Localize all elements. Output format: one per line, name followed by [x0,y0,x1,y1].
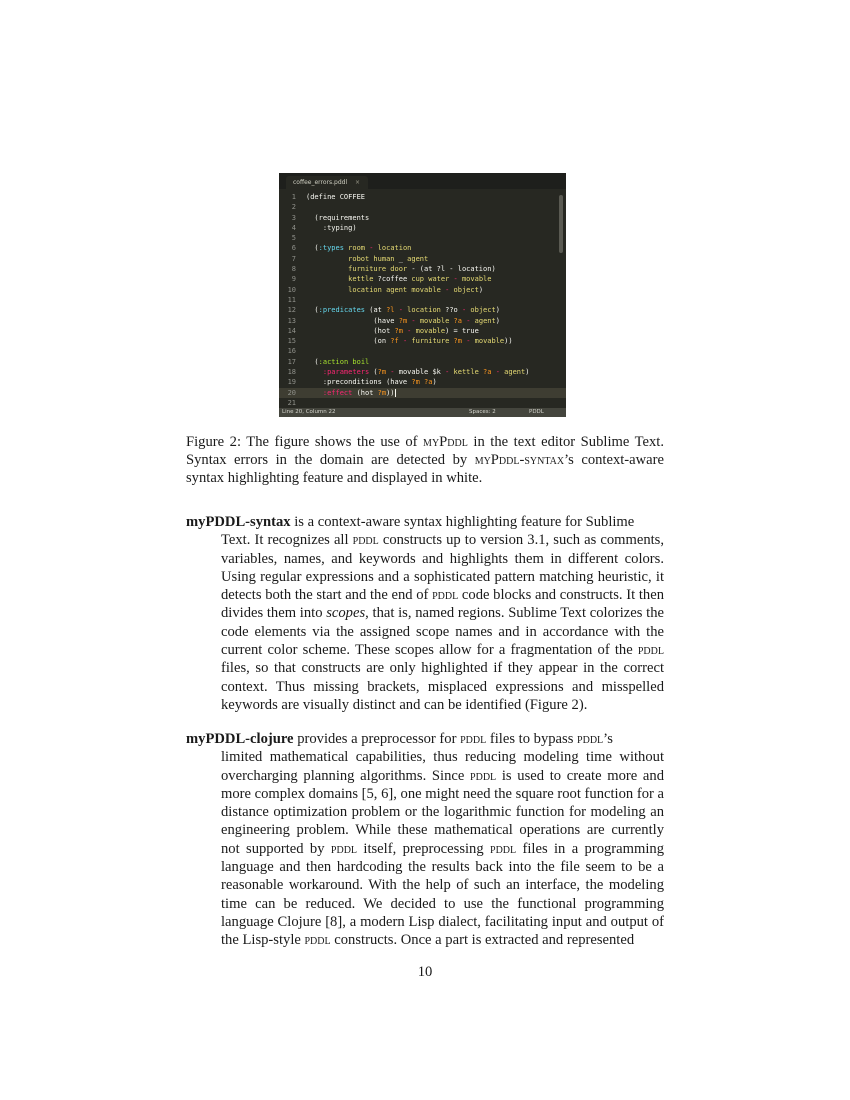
smallcaps-term: pddl [352,532,379,549]
editor-tab-bar [279,173,566,189]
smallcaps-term: pddl [304,932,331,949]
caption-smallcaps: myPddl-syntax [474,452,565,468]
code-token: ?m [377,368,387,377]
editor-tab-title: coffee_errors.pddl [293,179,348,186]
code-line[interactable] [279,316,566,326]
term-mypddl-clojure: myPDDL-clojure [186,731,294,747]
code-token: ?a [449,316,462,325]
code-token: movable [457,275,492,284]
emphasis-text: scopes [326,605,366,622]
code-token: :parameters [306,368,370,377]
paragraph-text: constructs up to version 3.1, such as comments, variables, names, and keywords and highlights them in different colors. Using regular expressions and a sophisticated pattern matching heuristic, it detects both the start and the end of [221,532,664,604]
code-token: movable [470,337,505,346]
line-number: 11 [287,295,296,304]
line-number: 15 [287,337,296,346]
description-mypddl-clojure [186,730,664,950]
caption-label: Figure 2: [186,434,242,450]
code-line[interactable] [279,233,566,243]
smallcaps-term: pddl [330,840,358,857]
code-token: :typing) [306,223,357,232]
code-token: (have [306,316,395,325]
line-number: 6 [291,244,296,253]
code-token: - [407,316,416,325]
code-token: (hot [352,388,374,397]
code-token: room [343,244,366,253]
code-token: - [457,306,467,315]
line-number: 12 [287,306,296,315]
code-token: - [461,337,471,346]
code-token: ) [478,285,484,294]
code-token: (at [365,306,382,315]
code-token: location [373,244,412,253]
code-token: - [449,275,458,284]
code-token: ?l [381,306,395,315]
code-token: object [449,285,479,294]
smallcaps-term: pddl [470,767,497,784]
line-number: 4 [291,223,296,232]
code-token: ?a [478,368,492,377]
code-line[interactable] [279,398,566,408]
code-token: (hot [306,326,391,335]
line-number: 1 [291,193,296,201]
code-token: robot human [306,254,395,263]
paragraph-text: files to bypass [486,731,578,747]
code-token: - [440,368,450,377]
code-token: movable [415,316,450,325]
code-token: object [466,306,496,315]
code-token: )) [504,337,513,346]
code-token: - [398,337,408,346]
code-token: :effect [306,388,353,397]
smallcaps-term: pddl [490,840,517,857]
line-number: 19 [287,378,296,387]
code-token: ?f [386,337,399,346]
code-token: _ [394,254,403,263]
code-line[interactable] [279,213,566,223]
line-number: 20 [287,388,296,397]
code-token: kettle [306,275,374,284]
line-number: 7 [291,254,296,263]
code-token: ?m [373,388,387,397]
status-syntax[interactable]: PDDL [529,409,544,415]
line-number: 8 [291,265,296,274]
paragraph-text: code blocks and constructs. It then divides them into [221,587,664,622]
code-token: furniture door [306,265,408,274]
page-number: 10 [417,964,433,980]
code-line[interactable] [279,243,566,253]
code-line[interactable] [279,388,566,398]
code-token: ?m [390,326,403,335]
code-line[interactable] [279,295,566,305]
code-token: cup water [407,275,450,284]
code-token: :preconditions (have [306,378,408,387]
code-token: - [402,326,412,335]
code-line[interactable] [279,264,566,274]
line-number: 2 [291,203,296,212]
line-number: 13 [287,316,296,325]
code-token: (requirements [306,213,370,222]
code-token: - [394,306,403,315]
code-token: ?coffee [373,275,408,284]
term-mypddl-syntax: myPDDL-syntax [186,514,291,530]
code-token: agent [499,368,526,377]
figure-caption [186,433,664,487]
code-token: ( [306,244,319,253]
code-token: movable $k [394,368,441,377]
code-token: boil [348,357,370,366]
code-token: ?m [449,337,462,346]
code-token: :action [318,357,349,366]
code-line[interactable] [279,285,566,295]
line-number: 16 [287,347,296,356]
text-cursor [395,389,396,397]
code-token: movable [411,326,446,335]
caption-text: The figure shows the use of [241,434,424,450]
code-line[interactable] [279,346,566,356]
editor-screenshot [279,173,566,417]
line-number: 21 [287,398,296,407]
code-token: ) [525,368,530,377]
code-line[interactable] [279,202,566,212]
smallcaps-term: pddl [637,642,664,659]
smallcaps-term: pddl [460,731,487,747]
code-token: ??o [440,306,458,315]
paragraph-text: provides a preprocessor for [293,731,461,747]
code-token: ) [495,306,500,315]
code-token: location [402,306,441,315]
code-line[interactable] [279,274,566,284]
paragraph-text: , that is, named regions. Sublime Text colorizes the code elements via the assigned scope names and in accordance with the current color scheme. These scopes allow for a fragmentation of the [221,605,664,659]
line-number: 17 [287,357,296,366]
line-number: 3 [291,213,296,222]
code-line[interactable] [279,254,566,264]
code-token: ( [306,357,319,366]
code-token: )) [386,388,395,397]
code-line[interactable] [279,377,566,387]
editor-tab[interactable] [286,176,368,189]
paragraph-text: files, so that constructs are only highlighted if they appear in the correct context. Thus missing brackets, misplaced expressions and misspelled keywords are visually distinct and can be identified (Figure 2). [221,660,664,713]
code-token: ?m [394,316,408,325]
line-number: 9 [291,275,296,284]
status-cursor-position: Line 20, Column 22 [282,409,336,415]
code-line[interactable] [279,357,566,367]
code-line[interactable] [279,192,566,202]
code-line[interactable] [279,223,566,233]
code-token: :types [318,244,344,253]
code-token: ?m ?a [407,378,433,387]
code-token: ( [369,368,378,377]
code-line[interactable] [279,305,566,315]
code-token: :predicates [318,306,366,315]
code-token: kettle [449,368,479,377]
paragraph-text: ’s [603,731,613,747]
code-token: (define COFFEE [306,193,366,201]
code-token: - [365,244,374,253]
code-token: - [386,368,395,377]
code-line[interactable] [279,367,566,377]
code-token: ) = true [445,326,479,335]
code-token: ) [432,378,437,387]
code-line[interactable] [279,336,566,346]
paragraph-text: is a context-aware syntax highlighting feature for Sublime [290,514,635,530]
code-token: - [461,316,471,325]
paragraph-text: is used to create more and more complex domains [5, 6], one might need the square root function for a distance optimization problem or the logarithmic function for modeling an engineering problem. While these mathematical operations are currently not supported by [221,767,665,857]
caption-text: in the text editor Sublime Text. Syntax errors in the domain are detected by [186,434,664,468]
code-token: ) [495,316,500,325]
close-icon[interactable]: × [354,179,360,186]
code-token: agent [402,254,429,263]
editor-status-bar [279,408,566,417]
code-token: location agent movable [306,285,441,294]
code-token: - (at ?l - location) [407,265,496,274]
caption-text: ’s context-aware syntax highlighting feature and displayed in white. [186,452,664,486]
caption-smallcaps: myPddl [423,434,468,450]
line-number: 10 [287,285,296,294]
code-area[interactable] [279,192,566,408]
code-line[interactable] [279,326,566,336]
line-number: 18 [287,368,296,377]
line-number: 14 [287,326,296,335]
code-token: - [491,368,500,377]
description-mypddl-syntax [186,513,664,714]
editor-scrollbar[interactable] [559,195,563,253]
paragraph-text: files in a programming language and then hardcoding the results back into the file seem to be a reasonable workaround. With the help of such an interface, the modeling time can be reduced. We decided to use the functional programming language Clojure [8], a modern Lisp dialect, facilitating input and output of the Lisp-style [221,840,664,949]
smallcaps-term: pddl [577,731,604,747]
status-indentation[interactable]: Spaces: 2 [469,409,496,415]
paragraph-text: limited mathematical capabilities, thus reducing modeling time without overcharging planning algorithms. Since [221,749,664,784]
code-token: - [440,285,450,294]
code-token: (on [306,337,387,346]
code-token: agent [470,316,496,325]
paragraph-text: itself, preprocessing [357,840,491,857]
paragraph-text: Text. It recognizes all [221,532,353,549]
code-token: furniture [407,337,450,346]
code-token: ( [306,306,319,315]
smallcaps-term: pddl [432,587,459,604]
paragraph-text: constructs. Once a part is extracted and represented [330,932,635,949]
line-number: 5 [291,234,296,243]
